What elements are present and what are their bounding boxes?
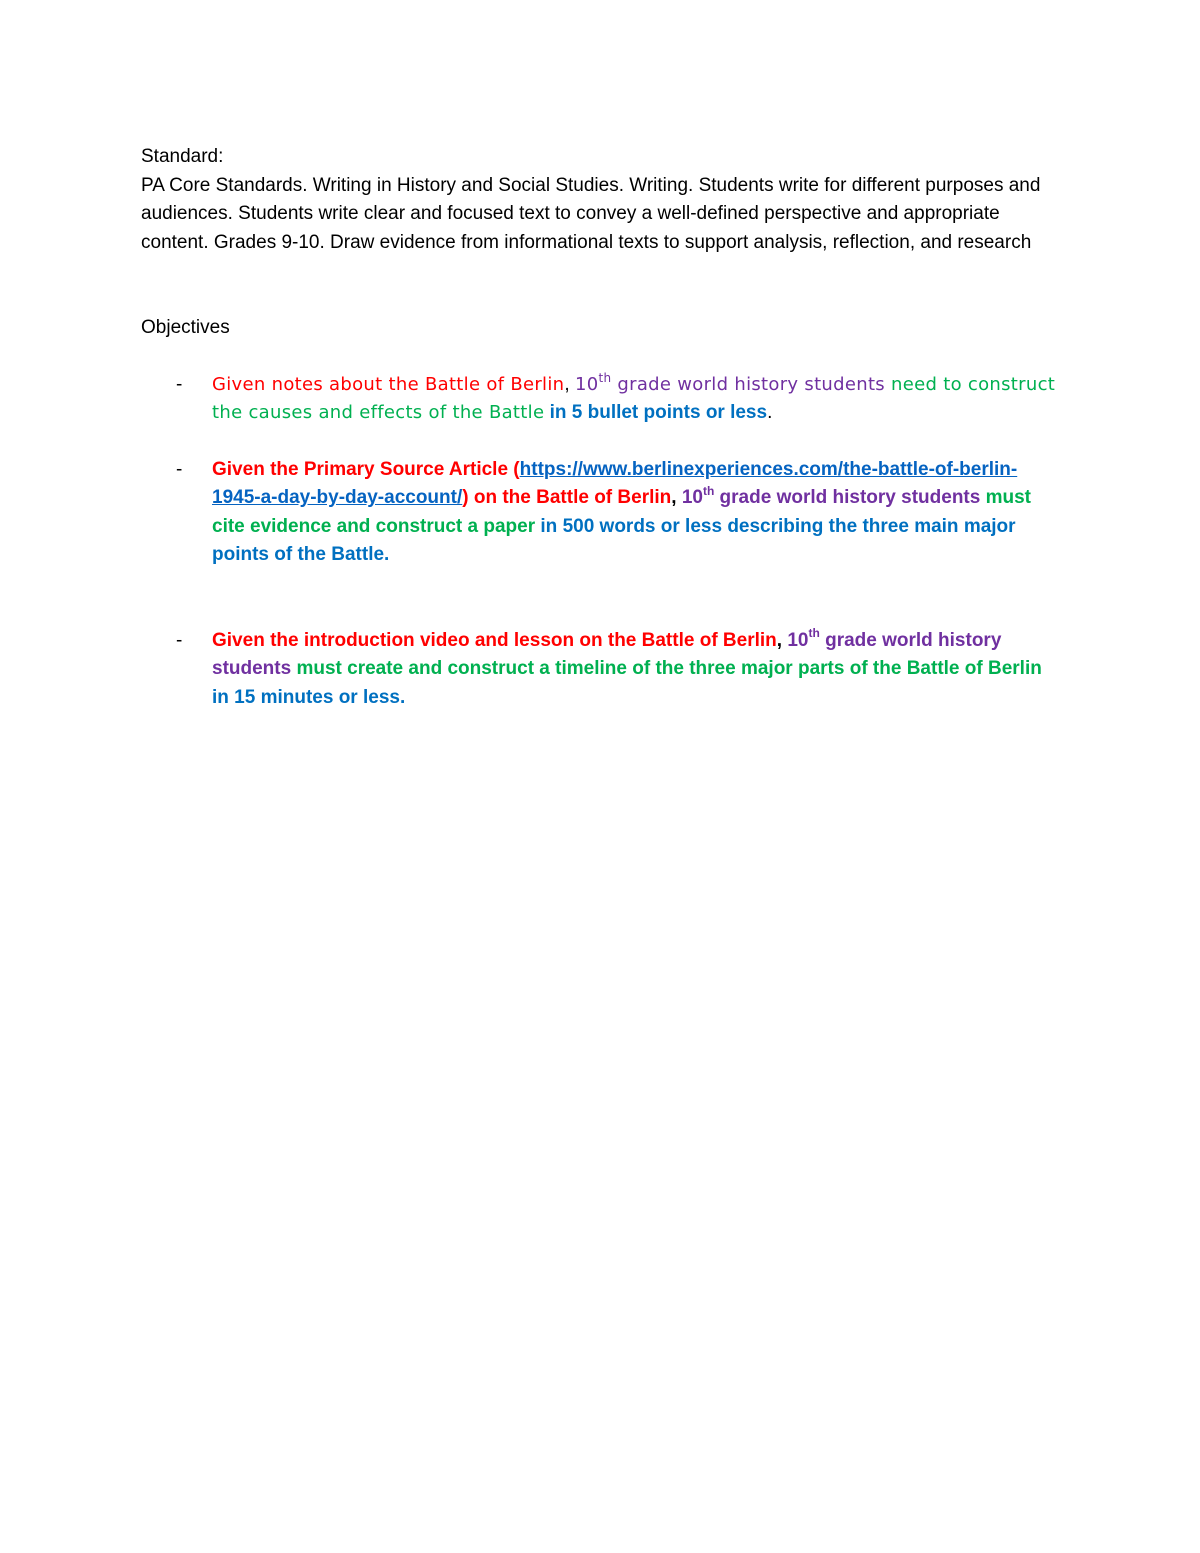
- objective-condition: Given the Primary Source Article (: [212, 458, 520, 480]
- objective-comma: ,: [564, 373, 575, 395]
- objective-behavior: must cite evidence and construct a paper: [212, 487, 1032, 537]
- objective-criteria: in 15 minutes or less.: [212, 686, 406, 708]
- standard-body: PA Core Standards. Writing in History and Social Studies. Writing. Students write for different purposes and audiences. Students write clear and focused text to convey a well-defined perspective and appropriate content. Grades 9-10. Draw evidence from informational texts to support analysis, reflection, and research: [141, 174, 1041, 253]
- primary-source-link[interactable]: https://www.berlinexperiences.com/the-battle-of-berlin-1945-a-day-by-day-account/: [212, 458, 1018, 508]
- objective-condition: Given the introduction video and lesson on the Battle of Berlin: [212, 629, 777, 651]
- list-dash: -: [176, 629, 183, 651]
- list-dash: -: [176, 458, 183, 480]
- objective-condition: Given notes about the Battle of Berlin: [212, 373, 565, 395]
- objective-period: .: [767, 402, 773, 423]
- standard-heading: Standard:: [141, 146, 224, 167]
- objective-behavior: need to construct the causes and effects of the Battle: [212, 373, 1056, 423]
- objective-criteria: in 500 words or less describing the three main major points of the Battle.: [212, 515, 1016, 565]
- grade-suffix: th: [598, 370, 612, 385]
- grade-suffix: th: [702, 483, 715, 498]
- grade-audience: grade world history students: [714, 487, 981, 508]
- list-dash: -: [176, 373, 183, 395]
- objective-item-1: [141, 371, 1061, 428]
- objective-grade: [681, 483, 981, 508]
- objective-condition-end: ) on the Battle of Berlin: [462, 487, 672, 508]
- objective-item-3: [141, 627, 1061, 713]
- objective-comma: ,: [671, 487, 682, 508]
- grade-audience: grade world history students: [212, 629, 1002, 679]
- objective-comma: ,: [776, 629, 788, 651]
- grade-number: 10: [574, 373, 599, 395]
- document-content: [141, 143, 1061, 712]
- objective-criteria: in 5 bullet points or less: [544, 402, 768, 423]
- objectives-heading: Objectives: [141, 317, 230, 338]
- grade-number: 10: [681, 487, 703, 508]
- objective-grade: [574, 370, 885, 395]
- objectives-list: [141, 371, 1061, 713]
- grade-number: 10: [787, 629, 809, 651]
- objective-behavior: must create and construct a timeline of the three major parts of the Battle of Berlin: [291, 658, 1042, 679]
- grade-audience: grade world history students: [611, 373, 885, 395]
- grade-suffix: th: [808, 626, 820, 641]
- objective-item-2: [141, 456, 1061, 570]
